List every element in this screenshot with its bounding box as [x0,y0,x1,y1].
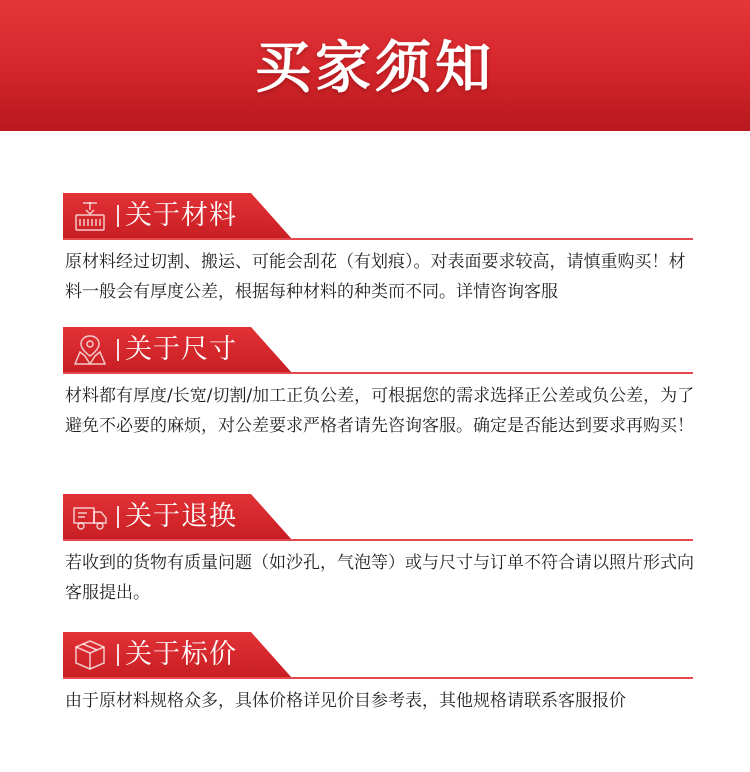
tab-separator [117,205,119,227]
package-box-icon [71,639,109,671]
section-header [63,193,693,241]
divider [63,539,693,541]
section-text: 原材料经过切割、搬运、可能会刮花（有划痕）。对表面要求较高，请慎重购买！材料一般会有厚度公差，根据每种材料的种类而不同。详情咨询客服 [65,252,686,302]
section-size [63,327,693,441]
header-banner [0,0,750,131]
divider [63,238,693,240]
section-header [63,327,693,375]
delivery-truck-icon [71,501,109,533]
section-returns [63,494,693,608]
section-pricing [63,632,693,716]
crane-box-icon [71,200,109,232]
tab-separator [117,339,119,361]
section-header [63,632,693,680]
section-text: 若收到的货物有质量问题（如沙孔，气泡等）或与尺寸与订单不符合请以照片形式向客服提出。 [65,553,694,603]
section-title: 关于尺寸 [125,334,237,365]
tab-separator [117,506,119,528]
divider [63,677,693,679]
section-text: 材料都有厚度/长宽/切割/加工正负公差，可根据您的需求选择正公差或负公差，为了避免不必要的麻烦，对公差要求严格者请先咨询客服。确定是否能达到要求再购买！ [65,386,695,436]
section-title: 关于标价 [125,639,237,670]
tab-separator [117,644,119,666]
divider [63,372,693,374]
section-title: 关于退换 [125,501,237,532]
section-text: 由于原材料规格众多，具体价格详见价目参考表，其他规格请联系客服报价 [65,691,626,711]
map-pin-icon [71,334,109,366]
page-title: 买家须知 [255,35,495,101]
section-header [63,494,693,542]
section-title: 关于材料 [125,200,237,231]
section-materials [63,193,693,307]
